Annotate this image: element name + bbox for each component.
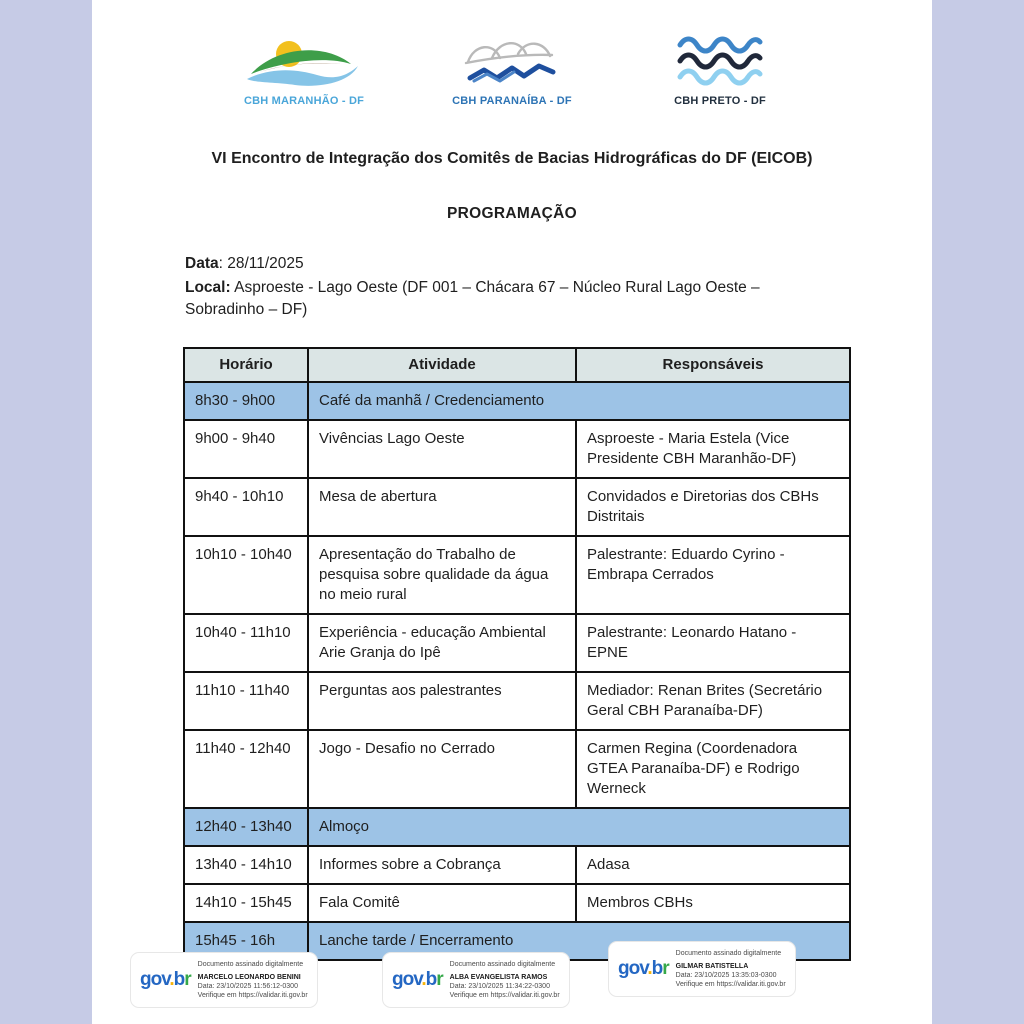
govbr-logo-dot: . (169, 969, 174, 990)
event-date-line (185, 253, 840, 275)
header-horario: Horário (184, 348, 308, 382)
event-date-label: Data (185, 255, 219, 272)
row-responsible: Asproeste - Maria Estela (Vice Presidente CBH Maranhão-DF) (576, 420, 850, 478)
table-row (184, 730, 850, 808)
row-time: 11h40 - 12h40 (184, 730, 308, 808)
cbh-preto-waves-icon (676, 33, 764, 91)
govbr-logo-text: gov (392, 969, 422, 990)
row-activity: Jogo - Desafio no Cerrado (308, 730, 576, 808)
logos-row (92, 0, 932, 107)
header-atividade: Atividade (308, 348, 576, 382)
govbr-logo-r: r (662, 958, 669, 979)
row-activity: Apresentação do Trabalho de pesquisa sobre qualidade da água no meio rural (308, 536, 576, 614)
row-activity: Lanche tarde / Encerramento (308, 922, 850, 960)
cbh-maranhao-label: CBH MARANHÃO - DF (243, 95, 365, 107)
table-row (184, 672, 850, 730)
header-responsaveis: Responsáveis (576, 348, 850, 382)
row-responsible: Palestrante: Eduardo Cyrino - Embrapa Cerrados (576, 536, 850, 614)
row-time: 10h40 - 11h10 (184, 614, 308, 672)
row-time: 9h00 - 9h40 (184, 420, 308, 478)
row-responsible: Carmen Regina (Coordenadora GTEA Paranaíba-DF) e Rodrigo Werneck (576, 730, 850, 808)
signature-stamp-2 (382, 952, 570, 1008)
cbh-maranhao-sun-wave-icon (245, 33, 363, 91)
row-activity: Mesa de abertura (308, 478, 576, 536)
logo-cbh-maranhao (234, 33, 374, 107)
govbr-logo-b: b (173, 969, 185, 990)
signer-name: MARCELO LEONARDO BENINI (197, 974, 301, 981)
cbh-paranaiba-bridge-wave-icon (456, 33, 568, 91)
row-activity: Vivências Lago Oeste (308, 420, 576, 478)
row-activity: Café da manhã / Credenciamento (308, 382, 850, 420)
row-time: 14h10 - 15h45 (184, 884, 308, 922)
govbr-logo-r: r (436, 969, 443, 990)
row-time: 10h10 - 10h40 (184, 536, 308, 614)
table-header-row (184, 348, 850, 382)
table-row (184, 420, 850, 478)
table-row (184, 536, 850, 614)
govbr-logo-dot: . (647, 958, 652, 979)
table-row (184, 478, 850, 536)
signature-date: Data: 23/10/2025 11:56:12-0300 (197, 983, 298, 990)
event-location-label: Local: (185, 279, 231, 296)
signature-date: Data: 23/10/2025 13:35:03-0300 (675, 972, 777, 979)
govbr-logo-r: r (184, 969, 191, 990)
row-responsible: Membros CBHs (576, 884, 850, 922)
cbh-paranaiba-label: CBH PARANAÍBA - DF (452, 95, 572, 107)
schedule-table (183, 347, 851, 961)
event-date-value: : 28/11/2025 (218, 255, 304, 272)
row-time: 8h30 - 9h00 (184, 382, 308, 420)
row-time: 13h40 - 14h10 (184, 846, 308, 884)
logo-cbh-preto (650, 33, 790, 107)
table-row (184, 382, 850, 420)
table-row (184, 808, 850, 846)
signature-verify-url: Verifique em https://validar.iti.gov.br (449, 992, 560, 999)
row-time: 9h40 - 10h10 (184, 478, 308, 536)
logo-cbh-paranaiba (442, 33, 582, 107)
signature-text (676, 949, 786, 989)
signature-header: Documento assinado digitalmente (449, 961, 556, 968)
govbr-logo-text: gov (140, 969, 170, 990)
signature-stamp-3 (608, 941, 796, 997)
table-row (184, 614, 850, 672)
table-row (184, 884, 850, 922)
signature-text (198, 960, 308, 1000)
table-row (184, 846, 850, 884)
cbh-preto-label: CBH PRETO - DF (674, 95, 766, 107)
document-title: VI Encontro de Integração dos Comitês de Bacias Hidrográficas do DF (EICOB) (211, 150, 813, 167)
row-activity: Informes sobre a Cobrança (308, 846, 576, 884)
signature-verify-url: Verifique em https://validar.iti.gov.br (197, 992, 308, 999)
row-responsible: Convidados e Diretorias dos CBHs Distritais (576, 478, 850, 536)
document-page (92, 0, 932, 1024)
govbr-logo-dot: . (421, 969, 426, 990)
event-info (185, 253, 840, 321)
row-responsible: Mediador: Renan Brites (Secretário Geral CBH Paranaíba-DF) (576, 672, 850, 730)
govbr-logo (618, 958, 669, 980)
signature-header: Documento assinado digitalmente (197, 961, 304, 968)
event-location-value: Asproeste - Lago Oeste (DF 001 – Chácara 67 – Núcleo Rural Lago Oeste – Sobradinho – DF) (185, 279, 760, 318)
document-subtitle: PROGRAMAÇÃO (447, 205, 577, 222)
row-time: 12h40 - 13h40 (184, 808, 308, 846)
row-activity: Perguntas aos palestrantes (308, 672, 576, 730)
signer-name: GILMAR BATISTELLA (675, 963, 749, 970)
row-responsible: Adasa (576, 846, 850, 884)
row-activity: Fala Comitê (308, 884, 576, 922)
signature-text (450, 960, 560, 1000)
event-location-line (185, 277, 840, 321)
row-activity: Almoço (308, 808, 850, 846)
govbr-logo (140, 969, 191, 991)
signer-name: ALBA EVANGELISTA RAMOS (449, 974, 548, 981)
signature-stamp-1 (130, 952, 318, 1008)
govbr-logo-b: b (425, 969, 437, 990)
govbr-logo-text: gov (618, 958, 648, 979)
row-time: 15h45 - 16h (184, 922, 308, 960)
row-time: 11h10 - 11h40 (184, 672, 308, 730)
signature-verify-url: Verifique em https://validar.iti.gov.br (675, 981, 786, 988)
row-responsible: Palestrante: Leonardo Hatano - EPNE (576, 614, 850, 672)
row-activity: Experiência - educação Ambiental Arie Granja do Ipê (308, 614, 576, 672)
signature-date: Data: 23/10/2025 11:34:22-0300 (449, 983, 550, 990)
signature-header: Documento assinado digitalmente (675, 950, 782, 957)
govbr-logo-b: b (651, 958, 663, 979)
govbr-logo (392, 969, 443, 991)
